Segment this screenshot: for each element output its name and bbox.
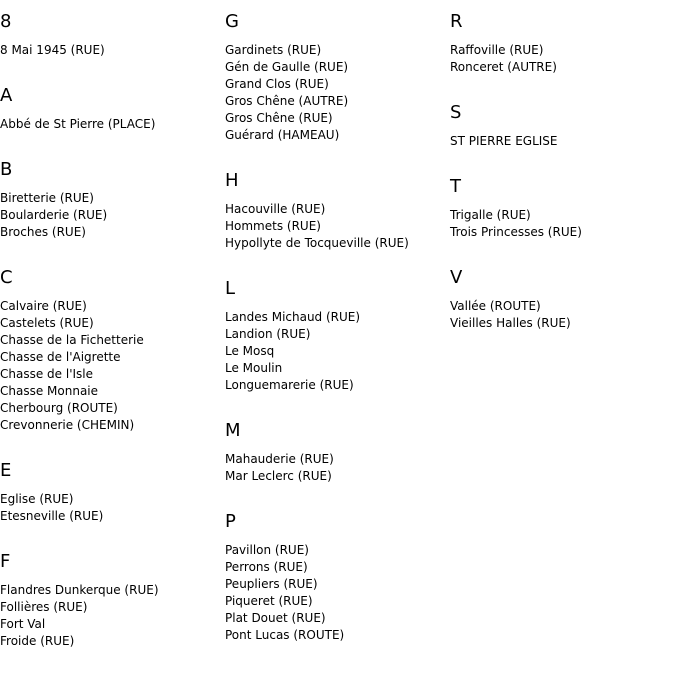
street-link[interactable]: Ronceret (AUTRE) bbox=[450, 60, 557, 74]
street-link[interactable]: Cherbourg (ROUTE) bbox=[0, 401, 118, 415]
street-link[interactable]: Mahauderie (RUE) bbox=[225, 452, 334, 466]
street-link[interactable]: Vieilles Halles (RUE) bbox=[450, 316, 571, 330]
street-link[interactable]: Gros Chêne (RUE) bbox=[225, 111, 333, 125]
street-link[interactable]: ST PIERRE EGLISE bbox=[450, 134, 558, 148]
street-link[interactable]: Hacouville (RUE) bbox=[225, 202, 326, 216]
letter-section bbox=[450, 266, 670, 332]
section-letter-heading: R bbox=[450, 11, 463, 32]
letter-section bbox=[0, 158, 220, 241]
section-letter-heading: V bbox=[450, 267, 463, 288]
section-letter-heading: A bbox=[0, 85, 13, 106]
street-link[interactable]: Chasse de la Fichetterie bbox=[0, 333, 144, 347]
street-link[interactable]: Chasse Monnaie bbox=[0, 384, 99, 398]
street-link[interactable]: Broches (RUE) bbox=[0, 225, 86, 239]
section-letter-heading: C bbox=[0, 267, 13, 288]
letter-section bbox=[0, 266, 220, 434]
street-link[interactable]: Trois Princesses (RUE) bbox=[450, 225, 582, 239]
letter-section bbox=[225, 277, 445, 394]
section-letter-heading: E bbox=[0, 460, 12, 481]
street-link[interactable]: Fort Val bbox=[0, 617, 46, 631]
street-link[interactable]: Crevonnerie (CHEMIN) bbox=[0, 418, 135, 432]
letter-section bbox=[0, 459, 220, 525]
letter-section bbox=[225, 510, 445, 644]
street-link[interactable]: Grand Clos (RUE) bbox=[225, 77, 329, 91]
street-link[interactable]: Flandres Dunkerque (RUE) bbox=[0, 583, 159, 597]
street-link[interactable]: Landion (RUE) bbox=[225, 327, 311, 341]
street-link[interactable]: Perrons (RUE) bbox=[225, 560, 308, 574]
section-letter-heading: T bbox=[450, 176, 461, 197]
street-link[interactable]: Longuemarerie (RUE) bbox=[225, 378, 354, 392]
street-link[interactable]: Gros Chêne (AUTRE) bbox=[225, 94, 349, 108]
letter-section bbox=[450, 10, 670, 76]
letter-section bbox=[450, 101, 670, 150]
street-link[interactable]: Follières (RUE) bbox=[0, 600, 88, 614]
street-link[interactable]: Hypollyte de Tocqueville (RUE) bbox=[225, 236, 409, 250]
section-letter-heading: G bbox=[225, 11, 239, 32]
street-link[interactable]: Froide (RUE) bbox=[0, 634, 75, 648]
street-link[interactable]: Le Moulin bbox=[225, 361, 283, 375]
letter-section bbox=[0, 550, 220, 650]
section-letter-heading: M bbox=[225, 420, 241, 441]
street-link[interactable]: Peupliers (RUE) bbox=[225, 577, 318, 591]
street-link[interactable]: Pont Lucas (ROUTE) bbox=[225, 628, 345, 642]
letter-section bbox=[225, 169, 445, 252]
letter-section bbox=[0, 10, 220, 59]
street-link[interactable]: Piqueret (RUE) bbox=[225, 594, 313, 608]
street-link[interactable]: Chasse de l'Isle bbox=[0, 367, 93, 381]
section-letter-heading: 8 bbox=[0, 11, 12, 32]
index-column bbox=[225, 10, 445, 669]
section-letter-heading: L bbox=[225, 278, 236, 299]
index-column bbox=[0, 10, 220, 675]
street-link[interactable]: 8 Mai 1945 (RUE) bbox=[0, 43, 105, 57]
street-link[interactable]: Gardinets (RUE) bbox=[225, 43, 322, 57]
street-link[interactable]: Hommets (RUE) bbox=[225, 219, 321, 233]
street-link[interactable]: Guérard (HAMEAU) bbox=[225, 128, 340, 142]
street-link[interactable]: Boularderie (RUE) bbox=[0, 208, 108, 222]
letter-section bbox=[225, 10, 445, 144]
section-letter-heading: P bbox=[225, 511, 236, 532]
street-link[interactable]: Castelets (RUE) bbox=[0, 316, 94, 330]
street-link[interactable]: Pavillon (RUE) bbox=[225, 543, 309, 557]
street-link[interactable]: Plat Douet (RUE) bbox=[225, 611, 326, 625]
section-letter-heading: B bbox=[0, 159, 13, 180]
street-link[interactable]: Etesneville (RUE) bbox=[0, 509, 104, 523]
street-link[interactable]: Biretterie (RUE) bbox=[0, 191, 94, 205]
street-link[interactable]: Mar Leclerc (RUE) bbox=[225, 469, 332, 483]
street-link[interactable]: Abbé de St Pierre (PLACE) bbox=[0, 117, 156, 131]
street-link[interactable]: Eglise (RUE) bbox=[0, 492, 74, 506]
street-link[interactable]: Le Mosq bbox=[225, 344, 275, 358]
letter-section bbox=[225, 419, 445, 485]
street-link[interactable]: Chasse de l'Aigrette bbox=[0, 350, 121, 364]
section-letter-heading: F bbox=[0, 551, 11, 572]
street-link[interactable]: Trigalle (RUE) bbox=[450, 208, 531, 222]
index-column bbox=[450, 10, 670, 357]
street-link[interactable]: Calvaire (RUE) bbox=[0, 299, 87, 313]
section-letter-heading: S bbox=[450, 102, 462, 123]
street-link[interactable]: Gén de Gaulle (RUE) bbox=[225, 60, 349, 74]
section-letter-heading: H bbox=[225, 170, 239, 191]
street-link[interactable]: Landes Michaud (RUE) bbox=[225, 310, 361, 324]
letter-section bbox=[450, 175, 670, 241]
street-link[interactable]: Raffoville (RUE) bbox=[450, 43, 544, 57]
street-link[interactable]: Vallée (ROUTE) bbox=[450, 299, 541, 313]
letter-section bbox=[0, 84, 220, 133]
